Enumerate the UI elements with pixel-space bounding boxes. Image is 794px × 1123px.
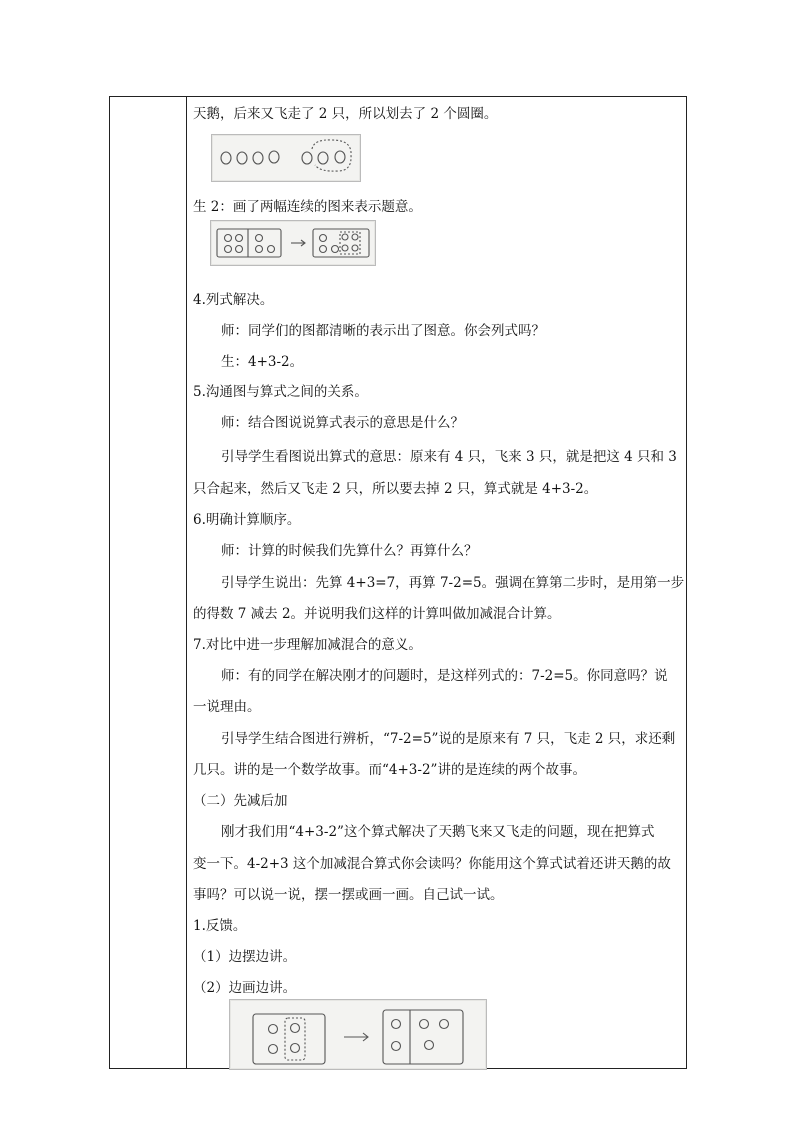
text-line: 引导学生看图说出算式的意思：原来有 4 只，飞来 3 只，就是把这 4 只和 3	[221, 449, 677, 465]
text-line: 刚才我们用“4+3-2”这个算式解决了天鹅飞来又飞走的问题，现在把算式	[221, 824, 655, 840]
text-line: 师：计算的时候我们先算什么？再算什么？	[221, 543, 478, 559]
text-line: （1）边摆边讲。	[193, 949, 297, 965]
column-divider	[186, 97, 187, 1068]
text-line: （2）边画边讲。	[193, 980, 297, 996]
text-line: 引导学生说出：先算 4+3=7，再算 7-2=5。强调在算第二步时，是用第一步	[221, 575, 685, 591]
text-line: 天鹅，后来又飞走了 2 只，所以划去了 2 个圆圈。	[193, 106, 498, 122]
text-line: 4.列式解决。	[193, 292, 274, 308]
text-line: 5.沟通图与算式之间的关系。	[193, 384, 368, 400]
text-line: 6.明确计算顺序。	[193, 512, 301, 528]
text-line: 事吗？可以说一说，摆一摆或画一画。自己试一试。	[193, 887, 504, 903]
text-line: 师：结合图说说算式表示的意思是什么？	[221, 415, 464, 431]
text-line: 生 2：画了两幅连续的图来表示题意。	[193, 199, 422, 215]
lesson-table	[109, 96, 687, 1069]
text-line: 只合起来，然后又飞走 2 只，所以要去掉 2 只，算式就是 4+3-2。	[193, 481, 598, 497]
text-line: 变一下。4-2+3 这个加减混合算式你会读吗？你能用这个算式试着还讲天鹅的故	[193, 856, 671, 872]
draw-and-tell-photo	[229, 999, 487, 1070]
section-heading: （二）先减后加	[193, 793, 288, 809]
text-line: 7.对比中进一步理解加减混合的意义。	[193, 637, 422, 653]
text-line: 师：有的同学在解决刚才的问题时，是这样列式的：7-2=5。你同意吗？说	[221, 668, 668, 684]
two-panel-drawing-photo	[210, 220, 376, 266]
text-line: 生：4+3-2。	[221, 354, 304, 370]
two-panel-drawing	[211, 221, 375, 265]
draw-and-tell-drawing	[230, 1000, 486, 1069]
text-line: 师：同学们的图都清晰的表示出了图意。你会列式吗？	[221, 323, 545, 339]
text-line: 的得数 7 减去 2。并说明我们这样的计算叫做加减混合计算。	[193, 606, 561, 622]
text-line: 一说理由。	[193, 699, 261, 715]
text-line: 1.反馈。	[193, 918, 247, 934]
text-line: 引导学生结合图进行辨析，“7-2=5”说的是原来有 7 只，飞走 2 只，求还剩	[221, 731, 676, 747]
hand-drawn-circles-photo	[211, 134, 361, 182]
text-line: 几只。讲的是一个数学故事。而“4+3-2”讲的是连续的两个故事。	[193, 762, 586, 778]
circles-drawing	[212, 135, 360, 181]
